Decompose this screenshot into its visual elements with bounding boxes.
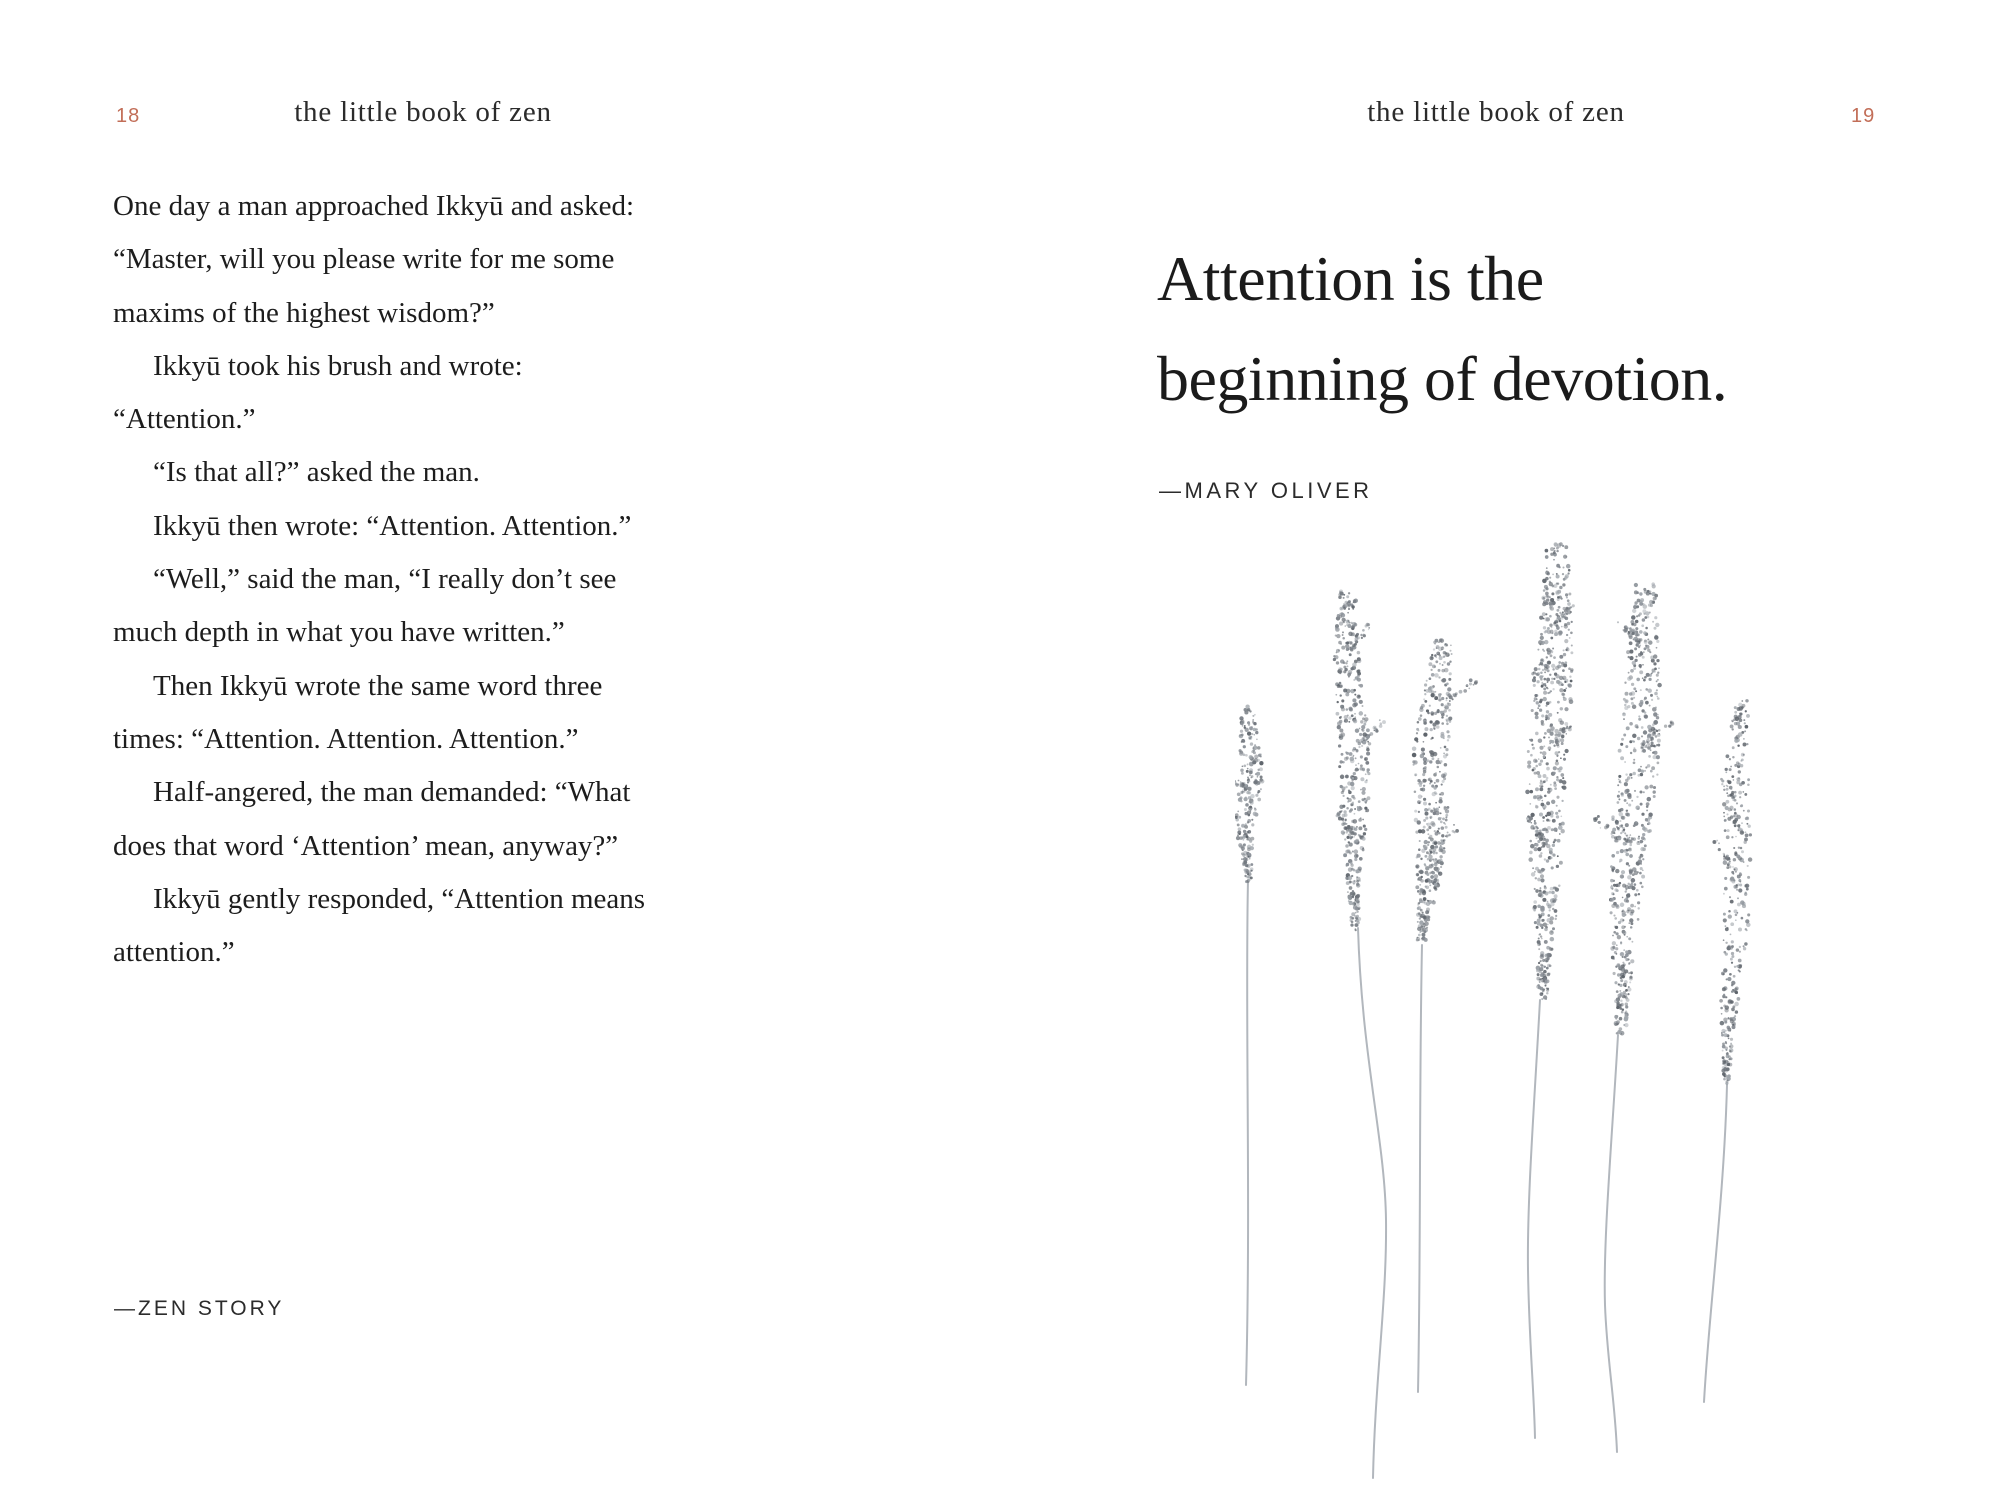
story-line: “Master, will you please write for me some: [113, 243, 615, 276]
grass-stalk: [1704, 699, 1752, 1402]
story-line: Half-angered, the man demanded: “What: [153, 776, 631, 809]
grass-stalk: [1593, 582, 1674, 1452]
story-attribution: —ZEN STORY: [114, 1297, 285, 1320]
story-line: “Well,” said the man, “I really don’t see: [153, 563, 617, 596]
page-number-left: 18: [116, 105, 141, 127]
story-line: “Is that all?” asked the man.: [153, 456, 480, 489]
story-line: Ikkyū then wrote: “Attention. Attention.”: [153, 509, 632, 542]
zen-story-text: [113, 180, 753, 979]
quote-line: Attention is the: [1157, 243, 1544, 314]
page-number-right: 19: [1851, 105, 1876, 127]
quote-text: [1157, 229, 1957, 429]
story-line: times: “Attention. Attention. Attention.”: [113, 722, 579, 755]
quote-line: beginning of devotion.: [1157, 343, 1728, 414]
grass-stalk: [1525, 542, 1575, 1438]
story-line: One day a man approached Ikkyū and asked:: [113, 190, 634, 222]
story-line: Ikkyū took his brush and wrote:: [153, 349, 523, 382]
story-line: does that word ‘Attention’ mean, anyway?”: [113, 829, 619, 862]
story-line: “Attention.”: [113, 403, 256, 436]
running-head-left: the little book of zen: [294, 96, 552, 128]
grass-stalk: [1412, 638, 1478, 1392]
story-line: much depth in what you have written.”: [113, 616, 565, 649]
grass-stalk: [1235, 705, 1264, 1385]
grass-stalks-illustration: [1235, 540, 1765, 1500]
story-line: Ikkyū gently responded, “Attention means: [153, 882, 646, 915]
story-line: maxims of the highest wisdom?”: [113, 296, 495, 329]
quote-attribution: —MARY OLIVER: [1159, 478, 1373, 503]
running-head-right: the little book of zen: [1367, 96, 1625, 128]
grass-stalk: [1333, 589, 1386, 1478]
story-line: Then Ikkyū wrote the same word three: [153, 669, 603, 702]
story-line: attention.”: [113, 936, 235, 969]
